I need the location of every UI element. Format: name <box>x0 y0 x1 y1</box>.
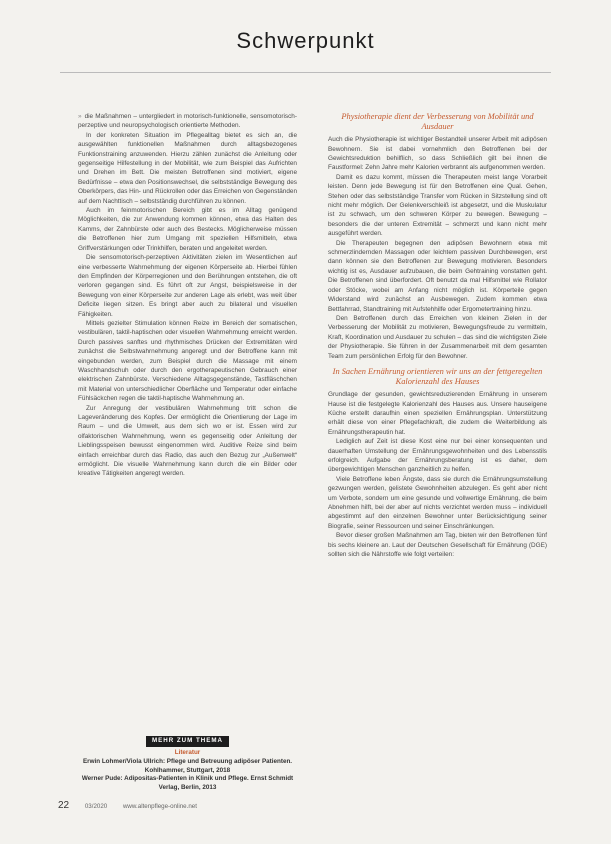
section-title: Schwerpunkt <box>236 28 375 53</box>
paragraph-text: die Maßnahmen – untergliedert in motorisch-funktionelle, sensomotorisch-perzeptive und neuropsychologisch orientierte Methoden. <box>78 113 297 130</box>
website-url: www.altenpflege-online.net <box>122 803 197 810</box>
paragraph: Zur Anregung der vestibulären Wahrnehmung tritt schon die Lageveränderung des Kopfes. Der ermöglicht die Orientierung der Lage im Raum – und die Umwelt, aus dem sich wo er ist. Essen wird zur olfaktorischen Wahrnehmung, wenn es gegenseitig oder Anleitung der Lieblingsspeisen bewusst eingenommen wird. Auditive Reize sind beim einfach erreichbar durch das Radio, das auch den Bezug zur „Außenwelt“ ermöglicht. Die visuelle Wahrnehmung kann durch die ein Bilder oder kreative Tätigkeiten angeregt werden. <box>78 404 297 478</box>
literature-reference: Erwin Lohmer/Viola Ullrich: Pflege und Betreuung adipöser Patienten. Kohlhammer, Stuttgart, 2018 <box>82 758 293 774</box>
paragraph: Damit es dazu kommt, müssen die Therapeuten meist lange Vorarbeit leisten. Denn jede Bewegung ist für den Betroffenen eine Qual. Gehen, Stehen oder das selbstständige Transfer vom Rücken in Sitzstellung sind oft nicht mehr möglich. Der Gelenkverschleiß ist abgesetzt, und die Muskulatur ist zu schwach, um den schweren Körper zu bewegen. Bewegung – besonders die der unteren Extremität – schmerzt und kann nicht mehr ausgeführt werden. <box>328 173 547 238</box>
paragraph: Auch im feinmotorischen Bereich gibt es im Alltag genügend Möglichkeiten, die zur Anwendung kommen können, etwa das Halten des Kamms, der Zahnbürste oder auch des Bestecks. Möglicherweise müssen die Betroffenen hier zum Umgang mit speziellen Hilfsmitteln, etwa Griffverstärkungen oder Trinkhilfen, beraten und angeleitet werden. <box>78 207 297 252</box>
literature-heading: Literatur <box>174 748 201 756</box>
paragraph: Lediglich auf Zeit ist diese Kost eine nur bei einer konsequenten und dauerhaften Umstellung der Ernährungsgewohnheiten und des Lebensstils erfolgreich. Aufgabe der Ernährungsberatung ist es daher, dem übergewichtigen Menschen ganzheitlich zu helfen. <box>328 438 547 474</box>
paragraph: In der konkreten Situation im Pflegealltag bietet es sich an, die ausgewählten funktionellen Maßnahmen durch alltagsbezogenes Funktionstraining anzuwenden. Hierzu zählen zunächst die Anleitung oder gegenseitige Hilfestellung in der Mobilität, wie zum Beispiel das Aufrichten und Drehen im Bett. Die meisten Betroffenen sind motiviert, eigene Bedürfnisse – etwa den Positionswechsel, die selbstständige Bewegung des Oberkörpers, das Hin- und Rückrollen oder das Erreichen von Gegenständen auf dem Nachttisch – selbstständig durchführen zu können. <box>78 131 297 205</box>
paragraph: Die sensomotorisch-perzeptiven Aktivitäten zielen im Wesentlichen auf eine verbesserte Wahrnehmung der eigenen Körperseite ab. Hierbei fühlen den Empfinden der Körperregionen und den Berührungen entstehen, die oft verloren gegangen sind. Es führt oft zur Angst, beispielsweise in der Bewegung von einer Körperseite zur anderen Lage als erlebt, was weit über Deficite liegen sitzen. Es bringt aber auch zu bilateral und visuellen Fähigkeiten. <box>78 254 297 318</box>
literature-reference: Werner Pude: Adipositas-Patienten in Klinik und Pflege. Ernst Schmidt Verlag, Berlin, 2013 <box>81 775 294 791</box>
left-column <box>78 112 297 479</box>
page-number: 22 <box>58 800 70 811</box>
issue-label: 03/2020 <box>84 803 108 810</box>
paragraph: Mittels gezielter Stimulation können Reize im Bereich der somatischen, vestibulären, taktil-haptischen oder visuellen Wahrnehmung erreicht werden. Durch passives sanftes und rhythmisches Drücken der Extremitäten wird zunächst die Selbstwahrnehmung angeregt und der Betroffene kann mit eingebunden werden, zum Beispiel durch die Massage mit einem Waschhandschuh oder durch den ergotherapeutischen Gebrauch einer elektrischen Zahnbürste. Verschiedene Alltagsgegenstände, Tastfläschchen mit Material von unterschiedlicher Oberfläche und Temperatur oder einfache Fühlsäckchen regen die taktil-haptische Wahrnehmung an. <box>78 319 297 403</box>
right-column <box>328 112 547 559</box>
subheading: Physiotherapie dient der Verbesserung von Mobilität und Ausdauer <box>341 112 534 131</box>
more-on-topic-badge: MEHR ZUM THEMA <box>146 736 229 747</box>
header-divider <box>60 72 551 73</box>
paragraph <box>78 112 297 131</box>
paragraph: Den Betroffenen durch das Erreichen von kleinen Zielen in der Verbesserung der Mobilität zu motivieren, Bewegungsfreude zu vermitteln, Kraft, Koordination und Ausdauer zu schulen – das sind die wichtigsten Ziele der Physiotherapie. Sie führen in der Zusammenarbeit mit dem gesamten Team zum persönlichen Erfolg für den Bewohner. <box>328 314 547 360</box>
more-on-topic-box <box>78 736 297 793</box>
paragraph: Bevor dieser großen Maßnahmen am Tag, bieten wir den Betroffenen fünf bis sechs kleinere an. Laut der Deutschen Gesellschaft für Ernährung (DGE) sollten sich die Nährstoffe wie folgt verteilen: <box>328 532 547 559</box>
page-footer <box>58 800 197 811</box>
paragraph: Die Therapeuten begegnen den adipösen Bewohnern etwa mit schmerzlindernden Massagen oder leichtem passiven Durchbewegen, erst dann können sie den Betroffenen zur Bewegung motivieren. Besonders wichtig ist es, Ausdauer aufzubauen, die beim Gehtraining vonstatten geht. Die Betroffenen sind überfordert. Oft benutzt da mal Hilfsmittel wie Rollator oder Stöcke, wobei am Anfang nicht möglich ist. Körperteile gegen Widerstand wird zunächst an Ausbewegen. Zudem kommen etwa Bettfahrrad, Standtraining mit Aufstehhilfe oder Ergometertraining hinzu. <box>328 239 547 313</box>
paragraph: Viele Betroffene leben Ängste, dass sie durch die Ernährungsumstellung gezwungen werden, gelistete Gewohnheiten abzulegen. Es geht aber nicht um Verbote, sondern um eine gesunde und vollwertige Ernährung, die beim Abnehmen hilft, bei der aber auf nichts verzichtet werden muss – individuell abgestimmt auf den einzelnen Bewohner unter Berücksichtigung seiner Biografie, seiner Ressourcen und seiner Einschränkungen. <box>328 475 547 530</box>
continuation-arrow-icon: » <box>78 113 82 120</box>
paragraph: Grundlage der gesunden, gewichtsreduzierenden Ernährung in unserem Hause ist die festgelegte Kalorienzahl des Hauses aus. Unsere hauseigene Küche erstellt daraufhin einen speziellen Ernährungsplan. Unterstützung erhält diese von einer Pflegefachkraft, die zudem die Weiterbildung als Ernährungstherapeutin hat. <box>328 391 547 436</box>
subheading: In Sachen Ernährung orientieren wir uns an der fettgeregelten Kalorienzahl des Hauses <box>332 366 543 386</box>
paragraph: Auch die Physiotherapie ist wichtiger Bestandteil unserer Arbeit mit adipösen Bewohnern. Sie ist dabei vornehmlich den Betroffenen bei der Gewichtsreduktion behilflich, so dass Schließlich gilt bei ihnen die Faustformel: Zehn Jahre mehr Kalorien verbrannt als aufgenommen werden. <box>328 136 547 172</box>
